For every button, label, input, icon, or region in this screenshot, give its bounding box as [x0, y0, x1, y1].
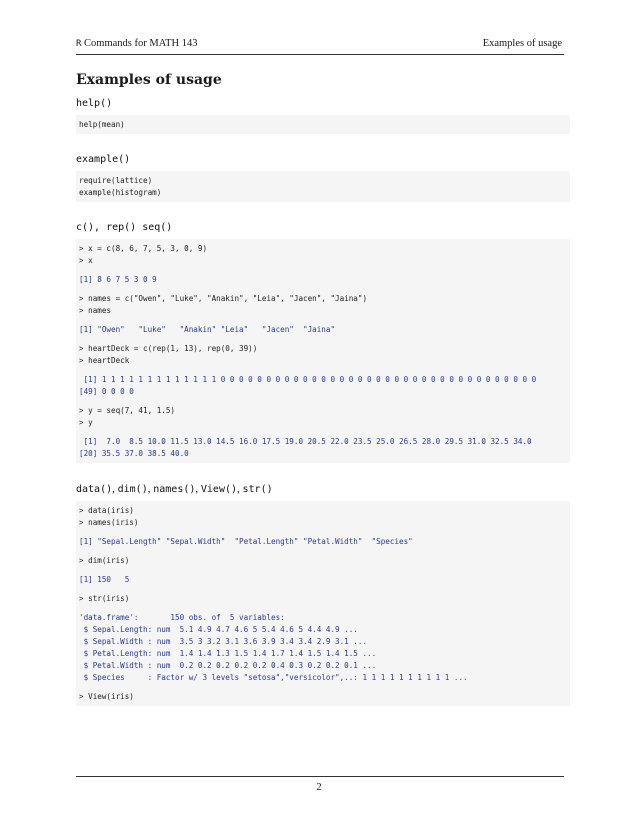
page-number: 2 — [316, 782, 322, 793]
title-separator: , — [237, 483, 243, 495]
code-gap — [79, 429, 566, 436]
example-blocks — [76, 98, 570, 706]
code-input-line: > data(iris) — [79, 506, 134, 515]
code-input-line: > names(iris) — [79, 518, 139, 527]
code-output-line: [1] 150 5 — [79, 575, 130, 584]
code-block — [76, 239, 570, 463]
block-title — [76, 222, 570, 233]
code-gap — [79, 317, 566, 324]
code-input-line: > x — [79, 256, 93, 265]
title-function: example() — [76, 154, 131, 165]
code-gap — [79, 684, 566, 691]
code-input-line: > names — [79, 306, 112, 315]
code-input-line: > dim(iris) — [79, 556, 130, 565]
code-output-line: $ Species : Factor w/ 3 levels "setosa","versicolor",..: 1 1 1 1 1 1 1 1 1 1 ... — [79, 673, 468, 682]
code-gap — [79, 367, 566, 374]
block-title — [76, 154, 570, 165]
code-gap — [79, 336, 566, 343]
main-content — [76, 72, 570, 726]
title-separator: , — [112, 483, 118, 495]
page-header-left — [76, 38, 198, 49]
code-output-line: [1] "Owen" "Luke" "Anakin" "Leia" "Jacen" "Jaina" — [79, 325, 336, 334]
code-output-line: [49] 0 0 0 0 — [79, 387, 134, 396]
title-function: str() — [242, 484, 273, 495]
header-rule — [76, 54, 564, 55]
code-block — [76, 115, 570, 134]
code-input-line: example(histogram) — [79, 188, 162, 197]
code-gap — [79, 267, 566, 274]
code-input-line: > heartDeck = c(rep(1, 13), rep(0, 39)) — [79, 344, 258, 353]
code-gap — [79, 586, 566, 593]
title-function: dim() — [117, 484, 148, 495]
title-separator: , — [147, 483, 154, 495]
code-output-line: [1] 1 1 1 1 1 1 1 1 1 1 1 1 1 0 0 0 0 0 0 0 0 0 0 0 0 0 0 0 0 0 0 0 0 0 0 0 0 0 0 0 0 0 0 0 0 0 0 0 — [79, 375, 537, 384]
title-separator: , — [195, 483, 201, 495]
title-function: names() — [153, 484, 196, 495]
title-function: data() — [76, 484, 113, 495]
code-gap — [79, 286, 566, 293]
block-title — [76, 98, 570, 109]
code-output-line: $ Petal.Width : num 0.2 0.2 0.2 0.2 0.2 0.4 0.3 0.2 0.2 0.1 ... — [79, 661, 377, 670]
code-gap — [79, 567, 566, 574]
code-output-line: [1] "Sepal.Length" "Sepal.Width" "Petal.Length" "Petal.Width" "Species" — [79, 537, 413, 546]
code-output-line: [20] 35.5 37.0 38.5 40.0 — [79, 449, 189, 458]
block-title — [76, 483, 570, 495]
code-input-line: > y — [79, 418, 93, 427]
code-input-line: > names = c("Owen", "Luke", "Anakin", "Leia", "Jacen", "Jaina") — [79, 294, 368, 303]
code-output-line: [1] 8 6 7 5 3 0 9 — [79, 275, 157, 284]
code-gap — [79, 398, 566, 405]
code-gap — [79, 529, 566, 536]
code-output-line: $ Petal.Length: num 1.4 1.4 1.3 1.5 1.4 1.7 1.4 1.5 1.4 1.5 ... — [79, 649, 377, 658]
page-header-right: Examples of usage — [482, 38, 562, 49]
code-gap — [79, 605, 566, 612]
code-input-line: help(mean) — [79, 120, 125, 129]
code-output-line: 'data.frame': 150 obs. of 5 variables: — [79, 613, 285, 622]
code-block — [76, 501, 570, 706]
code-output-line: $ Sepal.Width : num 3.5 3 3.2 3.1 3.6 3.9 3.4 3.4 2.9 3.1 ... — [79, 637, 368, 646]
footer-rule — [76, 776, 564, 777]
code-input-line: > y = seq(7, 41, 1.5) — [79, 406, 176, 415]
code-input-line: > str(iris) — [79, 594, 130, 603]
section-title: Examples of usage — [76, 72, 222, 88]
title-function: View() — [200, 484, 238, 495]
code-output-line: [1] 7.0 8.5 10.0 11.5 13.0 14.5 16.0 17.5 19.0 20.5 22.0 23.5 25.0 26.5 28.0 29.5 31.0 32.5 34.0 — [79, 437, 532, 446]
code-input-line: > View(iris) — [79, 692, 134, 701]
header-title: Commands for MATH 143 — [81, 38, 198, 49]
code-input-line: require(lattice) — [79, 176, 153, 185]
title-function: help() — [76, 98, 113, 109]
code-block — [76, 171, 570, 202]
code-gap — [79, 548, 566, 555]
header-r-glyph: R — [76, 39, 82, 49]
code-output-line: $ Sepal.Length: num 5.1 4.9 4.7 4.6 5 5.4 4.6 5 4.4 4.9 ... — [79, 625, 358, 634]
title-function: c(), rep() seq() — [76, 222, 173, 233]
code-input-line: > x = c(8, 6, 7, 5, 3, 0, 9) — [79, 244, 208, 253]
code-input-line: > heartDeck — [79, 356, 130, 365]
